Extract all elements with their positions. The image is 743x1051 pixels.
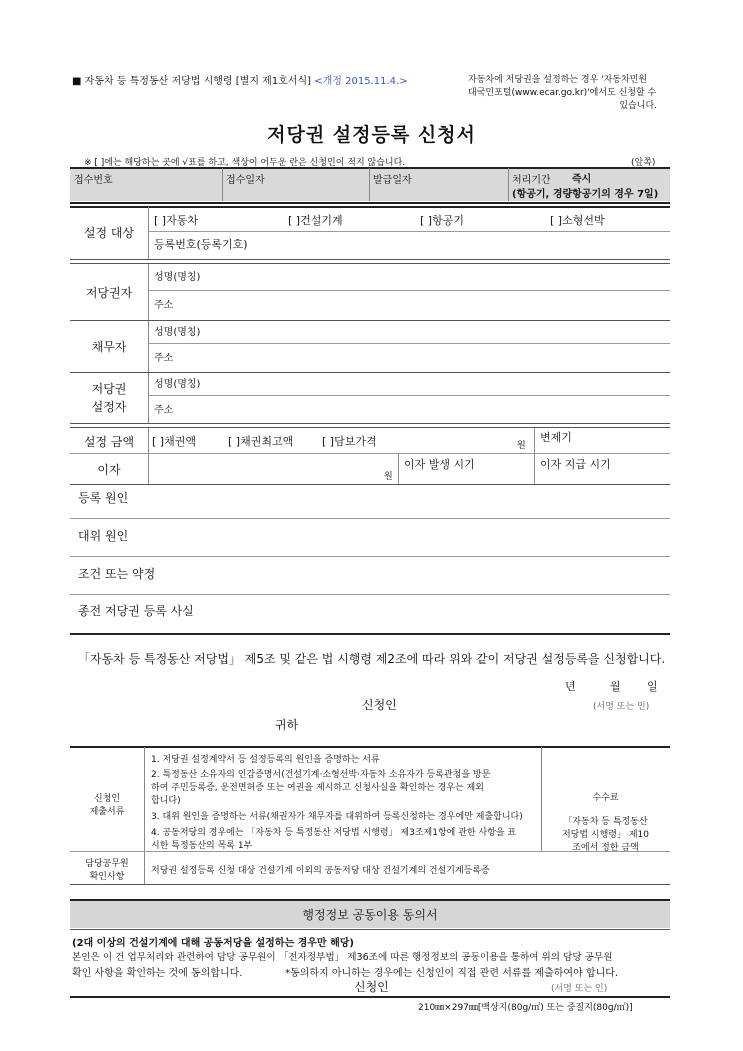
doc-item-2: 2. 특정동산 소유자의 인감증명서(건설기계·소형선박·자동차 소유자가 등록관청을 방문 (151, 770, 491, 780)
mortgagee-label: 저당권자 (85, 286, 133, 300)
page-side-label: (앞쪽) (631, 158, 656, 168)
doc-item-3: 3. 대위 원인을 증명하는 서류(채권자가 채무자를 대위하여 등록신청하는 경우에만 제출합니다) (151, 812, 523, 822)
option-max-claim-amount[interactable]: [ ]채권최고액 (228, 435, 294, 448)
mortgagor-label-line1: 저당권 (91, 382, 127, 396)
option-construction-machine[interactable]: [ ]건설기계 (288, 214, 343, 227)
amount-won-unit: 원 (517, 441, 526, 451)
interest-payment-field[interactable]: 이자 지급 시기 (540, 458, 611, 471)
doc-item-2-cont: 하여 주민등록증, 운전면허증 또는 여권을 제시하고 신청사실을 확인하는 경우는 제외 (151, 783, 484, 793)
fee-text-line3: 조에서 정한 금액 (572, 843, 639, 853)
docs-label-line2: 제출서류 (89, 807, 125, 817)
consent-text-line2b: *동의하지 아니하는 경우에는 신청인이 직접 관련 서류를 제출하여야 합니다. (285, 968, 619, 979)
interest-won-unit: 원 (384, 472, 393, 482)
receipt-number-label: 접수번호 (74, 175, 113, 186)
online-note-line2: 대국민포털(www.ecar.go.kr)'에서도 신청할 수 (468, 88, 657, 98)
previous-mortgage-field[interactable]: 종전 저당권 등록 사실 (78, 604, 194, 618)
docs-label-line1: 신청인 (93, 794, 121, 804)
form-reference-text: ■ 자동차 등 특정동산 저당법 시행령 [별지 제1호서식] (72, 76, 312, 87)
fee-text-line2: 저당법 시행령」 제10 (561, 830, 650, 840)
mortgagor-name-field[interactable]: 성명(명칭) (154, 379, 201, 390)
option-collateral-value[interactable]: [ ]담보가격 (322, 435, 377, 448)
debtor-address-field[interactable]: 주소 (154, 353, 174, 364)
mortgagee-name-field[interactable]: 성명(명칭) (154, 272, 201, 283)
consent-sign-note: (서명 또는 인) (551, 984, 608, 994)
receipt-date-label: 접수일자 (226, 175, 265, 186)
doc-item-2-cont2: 합니다) (151, 796, 181, 806)
option-claim-amount[interactable]: [ ]채권액 (152, 435, 196, 448)
interest-start-field[interactable]: 이자 발생 시기 (404, 458, 475, 471)
mortgagor-address-field[interactable]: 주소 (154, 405, 174, 416)
date-month-label: 월 (610, 680, 621, 693)
addressee-label: 귀하 (275, 718, 299, 732)
revision-date: <개정 2015.11.4.> (314, 76, 408, 87)
fee-text-line1: 「자동차 등 특정동산 (563, 817, 648, 827)
issue-date-label: 발급일자 (373, 175, 412, 186)
consent-applicant-label: 신청인 (354, 980, 389, 994)
repayment-date-field[interactable]: 변제기 (540, 431, 572, 444)
official-label-line1: 담당공무원 (85, 859, 129, 869)
debtor-label: 채무자 (91, 340, 127, 354)
mortgagee-address-field[interactable]: 주소 (154, 300, 174, 311)
consent-text-line2a: 확인 사항을 확인하는 것에 동의합니다. (72, 968, 243, 979)
processing-period-label: 처리기간 (512, 175, 551, 186)
paper-spec: 210㎜×297㎜[백상지(80g/㎡) 또는 중질지(80g/㎡)] (418, 1003, 633, 1013)
conditions-field[interactable]: 조건 또는 약정 (78, 567, 156, 581)
option-aircraft[interactable]: [ ]항공기 (420, 214, 464, 227)
debtor-name-field[interactable]: 성명(명칭) (154, 327, 201, 338)
option-car[interactable]: [ ]자동차 (154, 214, 198, 227)
registration-number-field[interactable]: 등록번호(등록기호) (154, 238, 248, 251)
form-reference (72, 72, 408, 87)
online-note-line1: 자동차에 저당권을 설정하는 경우 '자동차민원 (468, 75, 648, 85)
amount-label: 설정 금액 (83, 435, 135, 449)
consent-subtitle: (2대 이상의 건설기계에 대해 공동저당을 설정하는 경우만 해당) (72, 938, 354, 949)
official-check-text: 저당권 설정등록 신청 대상 건설기계 이외의 공동저당 대상 건설기계의 건설기계등록증 (151, 866, 490, 876)
interest-label: 이자 (97, 463, 121, 477)
applicant-label: 신청인 (362, 698, 397, 712)
doc-item-4-cont: 시한 특정동산의 목록 1부 (151, 841, 253, 851)
target-label: 설정 대상 (83, 226, 135, 240)
date-year-label: 년 (565, 680, 576, 693)
processing-period-value: 즉시 (572, 174, 592, 185)
registration-cause-field[interactable]: 등록 원인 (78, 491, 129, 505)
declaration-text: 「자동차 등 특정동산 저당법」 제5조 및 같은 법 시행령 제2조에 따라 위와 같이 저당권 설정등록을 신청합니다. (78, 652, 666, 666)
doc-item-4: 4. 공동저당의 경우에는 「자동차 등 특정동산 저당법 시행령」 제3조제1항에 관한 사항을 표 (151, 828, 517, 838)
online-note-line3: 있습니다. (619, 101, 657, 111)
instruction-note: ※ [ ]에는 해당하는 곳에 √표를 하고, 색상이 어두운 란은 신청인이 적지 않습니다. (84, 158, 406, 168)
fee-label: 수수료 (592, 793, 619, 803)
official-label-line2: 확인사항 (89, 872, 125, 882)
subrogation-cause-field[interactable]: 대위 원인 (78, 529, 129, 543)
doc-item-1: 1. 저당권 설정계약서 등 설정등록의 원인을 증명하는 서류 (151, 755, 380, 765)
date-day-label: 일 (647, 680, 658, 693)
applicant-sign-note: (서명 또는 인) (593, 702, 650, 712)
processing-period-note: (항공기, 경량항공기의 경우 7일) (512, 189, 659, 200)
form-title: 저당권 설정등록 신청서 (267, 124, 476, 146)
mortgagor-label-line2: 설정자 (91, 400, 127, 414)
option-small-ship[interactable]: [ ]소형선박 (550, 214, 605, 227)
consent-text-line1: 본인은 이 건 업무처리와 관련하여 담당 공무원이 「전자정부법」 제36조에 따른 행정정보의 공동이용을 통하여 위의 담당 공무원 (72, 952, 613, 963)
consent-title: 행정정보 공동이용 동의서 (302, 908, 438, 922)
